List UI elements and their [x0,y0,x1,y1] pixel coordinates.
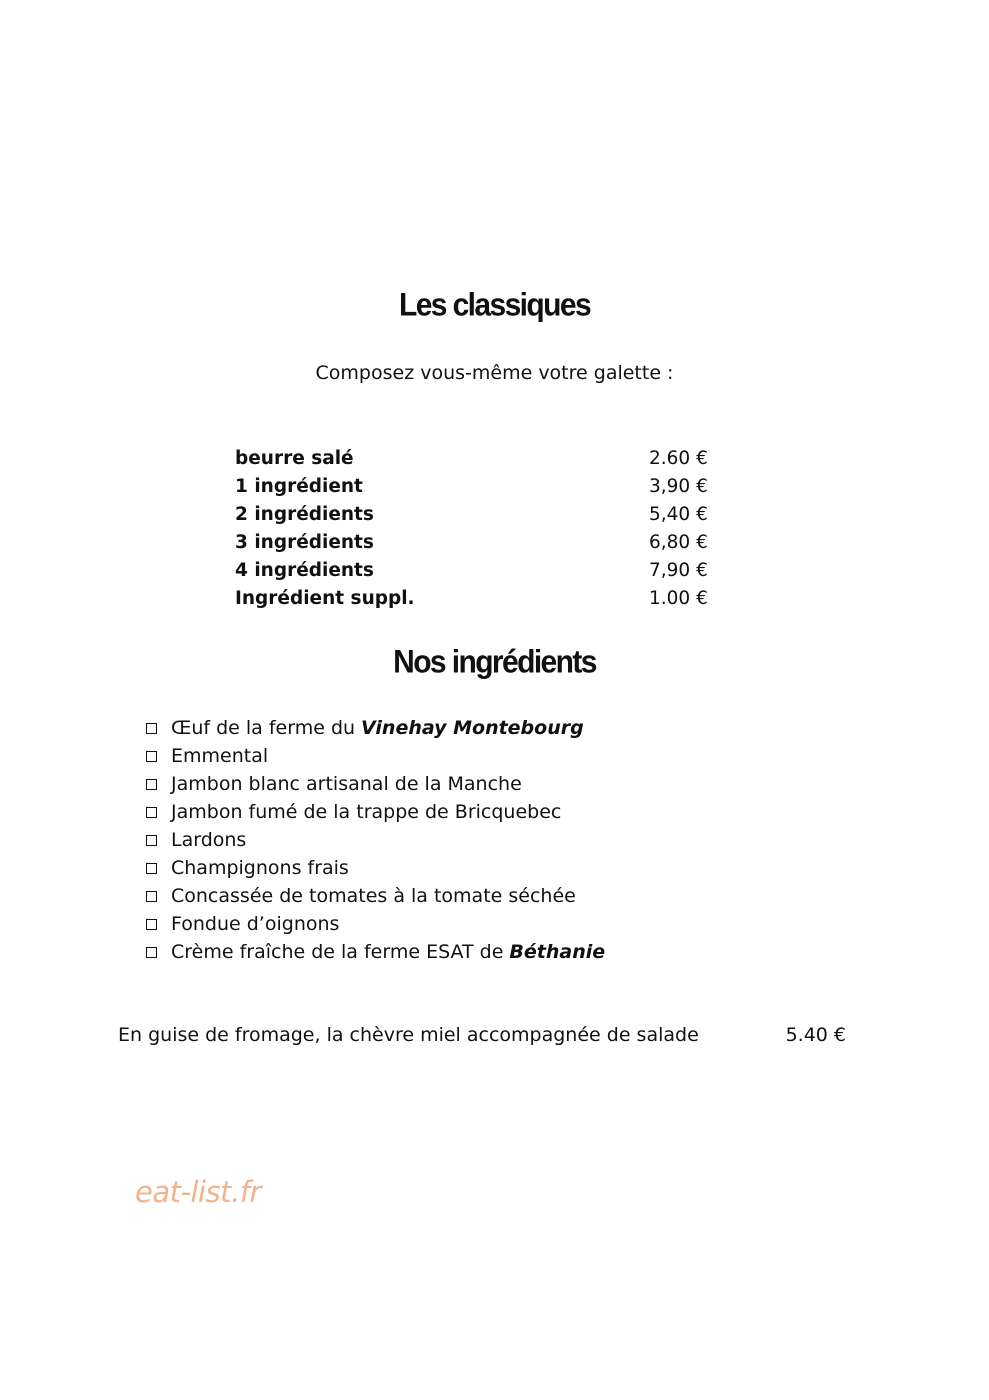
price-row [235,444,715,472]
list-item [146,882,605,910]
price-row-label: 2 ingrédients [235,503,374,525]
section-title-ingredients: Nos ingrédients [393,644,596,681]
list-item [146,938,605,966]
ingredient-text: Œuf de la ferme du [171,717,356,739]
checkbox-icon [146,863,157,874]
price-row-value: 1.00 € [649,587,708,609]
cheese-offer-price: 5.40 € [785,1024,846,1046]
ingredient-text: Crème fraîche de la ferme ESAT de [171,941,504,963]
list-item [146,714,605,742]
checkbox-icon [146,835,157,846]
list-item [146,854,605,882]
price-row-label: 4 ingrédients [235,559,374,581]
list-item [146,910,605,938]
checkbox-icon [146,891,157,902]
ingredient-origin: Béthanie [509,941,606,963]
price-row-label: Ingrédient suppl. [235,587,415,609]
watermark: eat-list.fr [135,1175,261,1209]
cheese-offer [118,1022,846,1048]
galette-price-list [235,444,715,612]
ingredient-text: Fondue d’oignons [171,913,340,935]
ingredient-text: Champignons frais [171,857,349,879]
price-row-value: 3,90 € [649,475,708,497]
ingredient-list [146,714,605,966]
ingredient-text: Concassée de tomates à la tomate séchée [171,885,576,907]
list-item [146,770,605,798]
checkbox-icon [146,947,157,958]
section-title-classiques: Les classiques [398,287,591,324]
price-row [235,500,715,528]
ingredient-text: Lardons [171,829,247,851]
price-row [235,472,715,500]
checkbox-icon [146,807,157,818]
price-row-value: 5,40 € [649,503,708,525]
ingredient-text: Jambon blanc artisanal de la Manche [171,773,522,795]
checkbox-icon [146,919,157,930]
price-row-value: 2.60 € [649,447,708,469]
ingredient-text: Emmental [171,745,269,767]
list-item [146,742,605,770]
price-row [235,556,715,584]
price-row-value: 7,90 € [649,559,708,581]
price-row-value: 6,80 € [649,531,708,553]
galette-subtitle: Composez vous-même votre galette : [315,362,674,384]
ingredient-text: Jambon fumé de la trappe de Bricquebec [171,801,562,823]
cheese-offer-text: En guise de fromage, la chèvre miel accompagnée de salade [118,1024,699,1046]
list-item [146,826,605,854]
price-row-label: 1 ingrédient [235,475,363,497]
price-row [235,584,715,612]
price-row [235,528,715,556]
checkbox-icon [146,723,157,734]
checkbox-icon [146,751,157,762]
list-item [146,798,605,826]
price-row-label: 3 ingrédients [235,531,374,553]
price-row-label: beurre salé [235,447,354,469]
ingredient-origin: Vinehay Montebourg [361,717,584,739]
checkbox-icon [146,779,157,790]
